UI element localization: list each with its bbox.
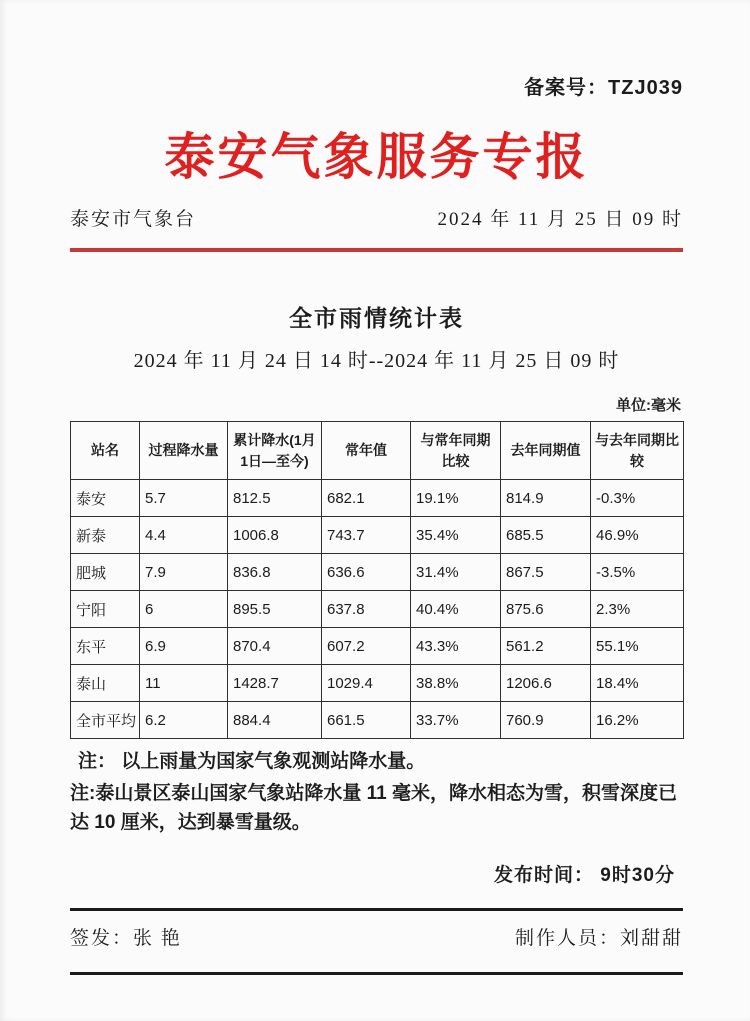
table-cell: 760.9: [501, 702, 591, 739]
table-cell: 682.1: [322, 480, 411, 517]
table-cell: 637.8: [322, 591, 411, 628]
agency-name: 泰安市气象台: [70, 209, 197, 230]
table-cell: 836.8: [228, 554, 322, 591]
table-cell: 812.5: [228, 480, 322, 517]
red-divider: [70, 248, 683, 252]
unit-label: 单位:毫米: [616, 397, 681, 414]
column-header: 站名: [71, 422, 140, 480]
table-cell: 宁阳: [71, 591, 140, 628]
table-cell: 泰山: [71, 665, 140, 702]
table-cell: 泰安: [71, 480, 140, 517]
column-header: 常年值: [322, 422, 411, 480]
footer-rule-bottom: [70, 972, 683, 975]
table-row: [71, 517, 684, 554]
table-cell: 743.7: [322, 517, 411, 554]
table-cell: 19.1%: [411, 480, 501, 517]
table-cell: 2.3%: [591, 591, 684, 628]
table-cell: 607.2: [322, 628, 411, 665]
rainfall-table-body: [71, 480, 684, 739]
table-cell: 18.4%: [591, 665, 684, 702]
table-cell: 6.2: [140, 702, 228, 739]
table-cell: 884.4: [228, 702, 322, 739]
table-cell: 46.9%: [591, 517, 684, 554]
table-cell: 7.9: [140, 554, 228, 591]
report-subheader: [70, 206, 683, 234]
table-cell: 6: [140, 591, 228, 628]
statistics-table-title: 全市雨情统计表: [289, 305, 464, 331]
report-datetime: 2024 年 11 月 25 日 09 时: [437, 209, 683, 230]
table-cell: 5.7: [140, 480, 228, 517]
table-cell: 40.4%: [411, 591, 501, 628]
table-cell: 新泰: [71, 517, 140, 554]
table-cell: 1006.8: [228, 517, 322, 554]
table-row: [71, 554, 684, 591]
table-cell: 33.7%: [411, 702, 501, 739]
table-header-row: [71, 422, 684, 480]
table-row: [71, 480, 684, 517]
table-cell: 1029.4: [322, 665, 411, 702]
table-row: [71, 628, 684, 665]
column-header: 累计降水(1月1日—至今): [228, 422, 322, 480]
rainfall-table: [70, 421, 684, 739]
report-title: 泰安气象服务专报: [164, 129, 589, 185]
table-cell: 16.2%: [591, 702, 684, 739]
note-snowfall: 注:泰山景区泰山国家气象站降水量 11 毫米，降水相态为雪，积雪深度已达 10 厘米，达到暴雪量级。: [70, 783, 677, 833]
table-cell: 1206.6: [501, 665, 591, 702]
signature-row: [70, 911, 683, 972]
column-header: 过程降水量: [140, 422, 228, 480]
table-cell: 685.5: [501, 517, 591, 554]
table-cell: 东平: [71, 628, 140, 665]
table-cell: 11: [140, 665, 228, 702]
table-cell: 1428.7: [228, 665, 322, 702]
signer-name: 签发：张 艳: [70, 928, 182, 949]
table-cell: 895.5: [228, 591, 322, 628]
record-number: 备案号：TZJ039: [524, 77, 683, 99]
table-cell: 6.9: [140, 628, 228, 665]
column-header: 与常年同期比较: [411, 422, 501, 480]
table-cell: 31.4%: [411, 554, 501, 591]
table-row: [71, 665, 684, 702]
table-cell: 35.4%: [411, 517, 501, 554]
table-cell: 814.9: [501, 480, 591, 517]
publish-time: 发布时间： 9时30分: [494, 865, 675, 886]
table-cell: -0.3%: [591, 480, 684, 517]
table-cell: 867.5: [501, 554, 591, 591]
table-cell: 870.4: [228, 628, 322, 665]
table-cell: 875.6: [501, 591, 591, 628]
rainfall-table-header: [71, 422, 684, 480]
table-cell: 肥城: [71, 554, 140, 591]
table-cell: 43.3%: [411, 628, 501, 665]
table-cell: 561.2: [501, 628, 591, 665]
table-row: [71, 591, 684, 628]
table-row: [71, 702, 684, 739]
note-observation: 注： 以上雨量为国家气象观测站降水量。: [78, 751, 426, 772]
table-cell: 55.1%: [591, 628, 684, 665]
table-cell: 636.6: [322, 554, 411, 591]
column-header: 与去年同期比较: [591, 422, 684, 480]
table-cell: 全市平均: [71, 702, 140, 739]
table-cell: 661.5: [322, 702, 411, 739]
table-cell: 38.8%: [411, 665, 501, 702]
statistics-period: 2024 年 11 月 24 日 14 时--2024 年 11 月 25 日 09 时: [133, 350, 620, 372]
column-header: 去年同期值: [501, 422, 591, 480]
producer-name: 制作人员：刘甜甜: [514, 928, 683, 949]
table-cell: 4.4: [140, 517, 228, 554]
table-cell: -3.5%: [591, 554, 684, 591]
